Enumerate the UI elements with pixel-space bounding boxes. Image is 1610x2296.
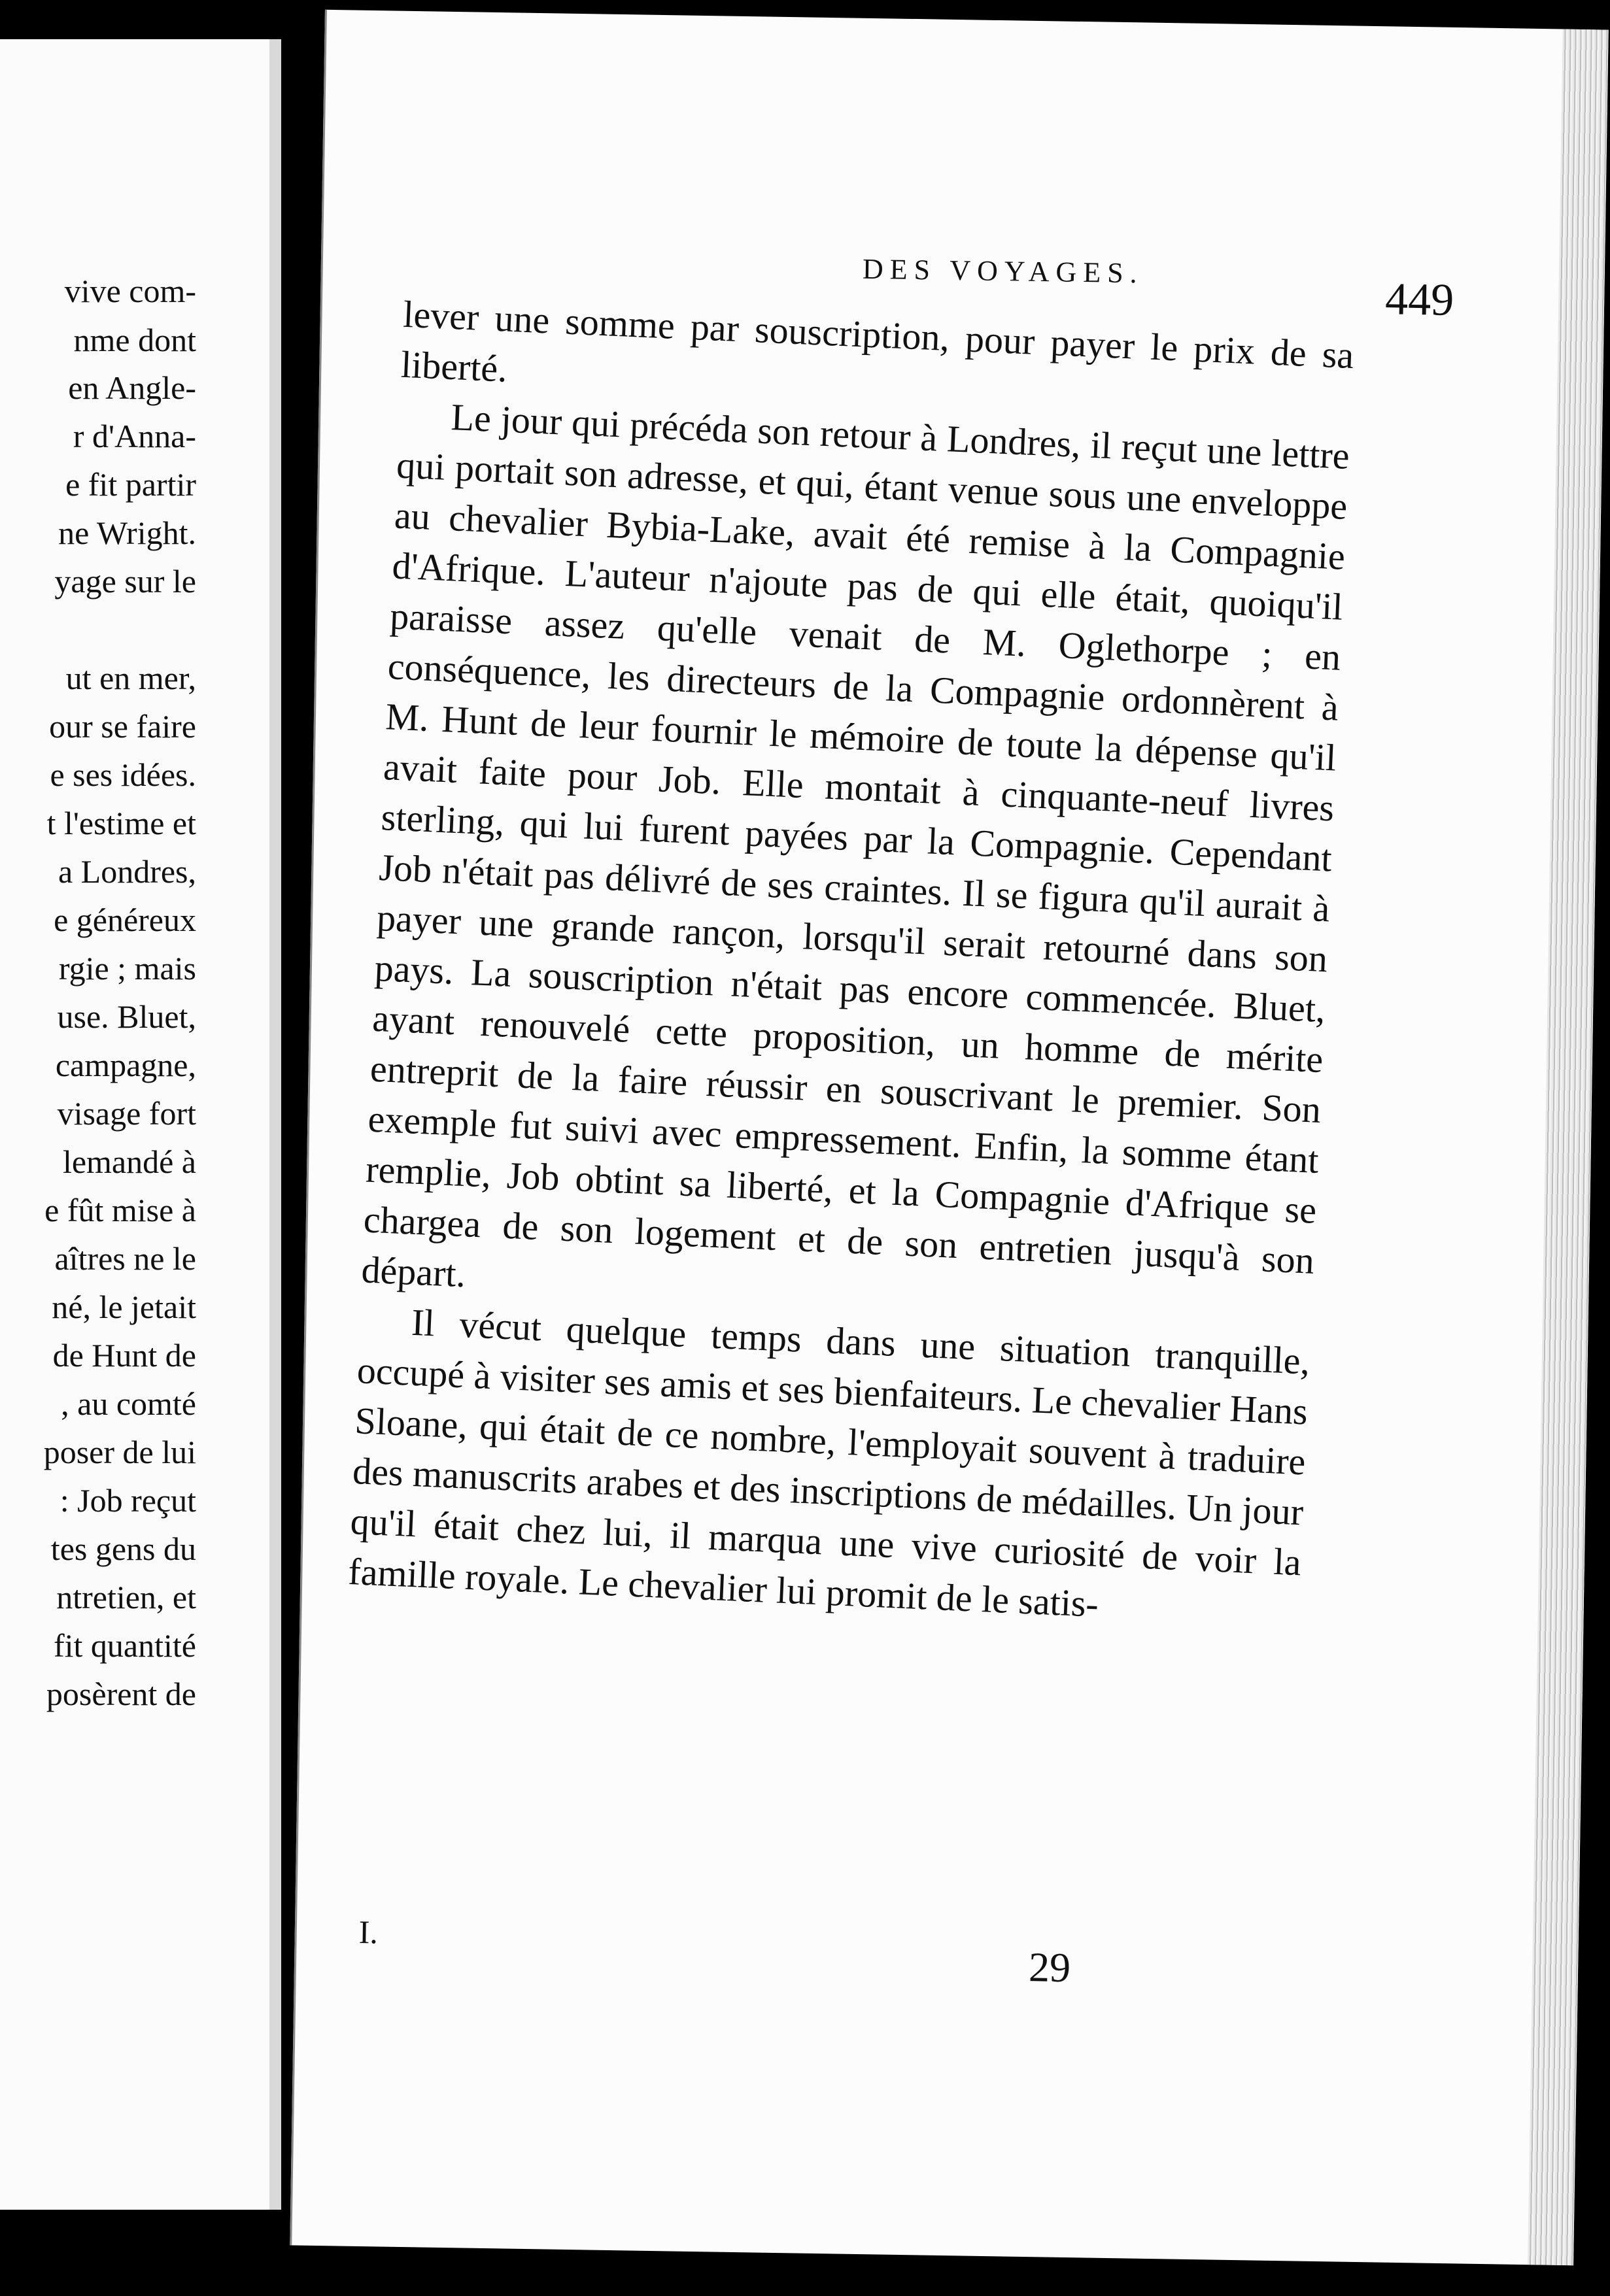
left-page-line: posèrent de	[46, 1676, 196, 1712]
signature-mark: I.	[358, 1913, 379, 1951]
left-page-line: vive com-	[64, 273, 196, 309]
left-page-line: : Job reçut	[60, 1482, 196, 1519]
gathering-number: 29	[1028, 1944, 1071, 1991]
left-page-line: en Angle-	[68, 369, 196, 406]
left-page-line: nme dont	[73, 322, 196, 358]
left-page-line: a Londres,	[58, 853, 196, 890]
left-page-gutter	[269, 39, 281, 2210]
paragraph: Il vécut quelque temps dans une situation tranquille, occupé à visiter ses amis et ses bienfaiteurs. Le chevalier Hans Sloane, qui était de ce nombre, l'employait souvent à traduire des manuscrits arabes et des inscriptions de médailles. Un jour qu'il était chez lui, il marqua une vive curiosité de voir la famille royale. Le chevalier lui promit de le satis-	[347, 1300, 1311, 1625]
left-page-line: visage fort	[57, 1095, 196, 1132]
left-page-line: rgie ; mais	[58, 950, 196, 987]
paragraph: Le jour qui précéda son retour à Londres, il reçut une lettre qui portait son adresse, et qui, étant venue sous une enveloppe au chevalier Bybia-Lake, avait été remise à la Compagnie d'Afrique. L'auteur n'ajoute pas de qui elle était, quoiqu'il paraisse assez qu'elle venait de M. Oglethorpe ; en conséquence, les directeurs de la Compagnie ordonnèrent à M. Hunt de leur fournir le mémoire de toute la dépense qu'il avait faite pour Job. Elle montait à cinquante-neuf livres sterling, qui lui furent payées par la Compagnie. Cependant Job n'était pas délivré de ses craintes. Il se figura qu'il aurait à payer une grande rançon, lorsqu'il serait retourné dans son pays. La souscription n'était pas encore commencée. Bluet, ayant renouvelé cette proposition, un homme de mérite entreprit de la faire réussir en souscrivant le premier. Son exemple fut suivi avec empressement. Enfin, la somme étant remplie, Job obtint sa liberté, et la Compagnie d'Afrique se chargea de son logement et de son entretien jusqu'à son départ.	[360, 396, 1350, 1296]
left-page-line: yage sur le	[54, 563, 196, 599]
paragraph: lever une somme par souscription, pour payer le prix de sa liberté.	[400, 292, 1355, 390]
left-page-line: ntretien, et	[56, 1579, 196, 1615]
left-page	[0, 39, 281, 2210]
running-head: DES VOYAGES.	[862, 252, 1144, 290]
left-page-line: our se faire	[49, 708, 196, 745]
left-page-line: tes gens du	[50, 1530, 196, 1567]
left-page-line: ne Wright.	[58, 515, 196, 551]
left-page-line: campagne,	[55, 1047, 196, 1083]
right-page	[290, 10, 1608, 2265]
left-page-line: t l'estime et	[46, 805, 196, 841]
left-page-line: lemandé à	[62, 1143, 196, 1180]
left-page-line: use. Bluet,	[57, 998, 196, 1035]
left-page-line: e fût mise à	[44, 1192, 196, 1228]
left-page-line: , au comté	[61, 1385, 196, 1422]
left-page-line: e fit partir	[65, 466, 196, 503]
left-page-line: r d'Anna-	[73, 418, 196, 454]
left-page-line: aîtres ne le	[54, 1240, 196, 1277]
left-page-line: fit quantité	[54, 1627, 196, 1664]
left-page-line: né, le jetait	[52, 1289, 196, 1325]
left-page-line: poser de lui	[43, 1434, 196, 1470]
left-page-line: ut en mer,	[65, 660, 196, 696]
left-page-line: e ses idées.	[50, 756, 196, 793]
body-text	[347, 289, 1355, 1638]
left-page-line: e généreux	[54, 902, 196, 938]
page-edges	[1528, 29, 1609, 2266]
page-number: 449	[1384, 274, 1454, 326]
left-page-line: de Hunt de	[52, 1337, 196, 1374]
